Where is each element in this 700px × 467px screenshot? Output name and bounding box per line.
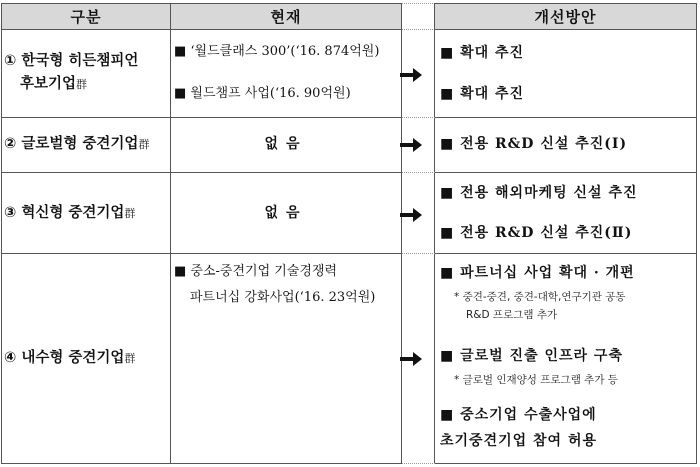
header-improvement-label: 개선방안 [534, 8, 597, 26]
row2-category [4, 133, 169, 156]
header-improvement [434, 3, 697, 30]
row2-category-text: ② 글로벌형 중견기업 [4, 136, 139, 152]
row-separator [1, 172, 402, 173]
row3-category [4, 202, 169, 225]
header-category-label: 구분 [70, 8, 102, 26]
row4-note-2: R&D 프로그램 추가 [466, 309, 558, 321]
row2-category-suffix: 群 [138, 138, 150, 151]
row2-current-none: 없음 [264, 136, 308, 152]
row1-category [4, 50, 169, 96]
row-separator [1, 117, 402, 118]
row-separator [1, 253, 402, 254]
row4-improvement-1: ■ 파트너십 사업 확대 · 개편 [440, 265, 635, 281]
row4-improvement-2: ■ 글로벌 진출 인프라 구축 [440, 348, 623, 364]
row3-improvement-1: ■ 전용 해외마케팅 신설 추진 [440, 185, 638, 201]
row4-note-3: * 글로벌 인재양성 프로그램 추가 등 [454, 374, 618, 386]
header-spacer [402, 3, 435, 30]
row4-category [4, 347, 169, 370]
row1-category-suffix: 群 [76, 78, 88, 91]
row2-improvement-1: ■ 전용 R&D 신설 추진(Ⅰ) [440, 136, 628, 152]
row1-category-line2-text: 후보기업 [20, 76, 77, 92]
row1-category-line1: ① 한국형 히든챔피언 [4, 53, 139, 69]
row3-current-none: 없음 [264, 205, 308, 221]
right-arrow-icon [400, 352, 422, 366]
row4-category-text: ④ 내수형 중견기업 [4, 350, 125, 366]
row4-improvement-4: 초기중견기업 참여 허용 [440, 433, 597, 449]
row-separator [434, 253, 697, 254]
row1-category-line2 [4, 73, 169, 96]
bottom-dotted [402, 463, 435, 464]
row1-current-1: ■ ‘월드클래스 300’(‘16. 874억원) [174, 44, 380, 59]
right-arrow-icon [400, 138, 422, 152]
row1-current-2: ■ 월드챔프 사업(‘16. 90억원) [174, 86, 351, 101]
row-separator-dotted [402, 253, 435, 254]
row4-category-suffix: 群 [124, 352, 136, 365]
row-separator-dotted [402, 172, 435, 173]
row-separator-dotted [402, 117, 435, 118]
column-divider [170, 29, 171, 464]
header-category [1, 3, 171, 30]
row-separator [434, 172, 697, 173]
row3-category-suffix: 群 [124, 207, 136, 220]
row4-note-1: * 중견-중견, 중견-대학,연구기관 공동 [454, 291, 626, 303]
header-current [170, 3, 402, 30]
row3-category-text: ③ 혁신형 중견기업 [4, 205, 125, 221]
header-current-label: 현재 [270, 8, 302, 26]
row4-current-2: 파트너십 강화사업(‘16. 23억원) [190, 290, 376, 305]
row4-improvement-3: ■ 중소기업 수출사업에 [440, 407, 597, 423]
row4-current-1: ■ 중소-중견기업 기술경쟁력 [174, 264, 338, 279]
row1-improvement-2: ■ 확대 추진 [440, 86, 525, 102]
right-arrow-icon [400, 208, 422, 222]
row1-improvement-1: ■ 확대 추진 [440, 45, 525, 61]
row3-improvement-2: ■ 전용 R&D 신설 추진(Ⅱ) [440, 225, 633, 241]
row-separator [434, 117, 697, 118]
right-arrow-icon [400, 68, 422, 82]
